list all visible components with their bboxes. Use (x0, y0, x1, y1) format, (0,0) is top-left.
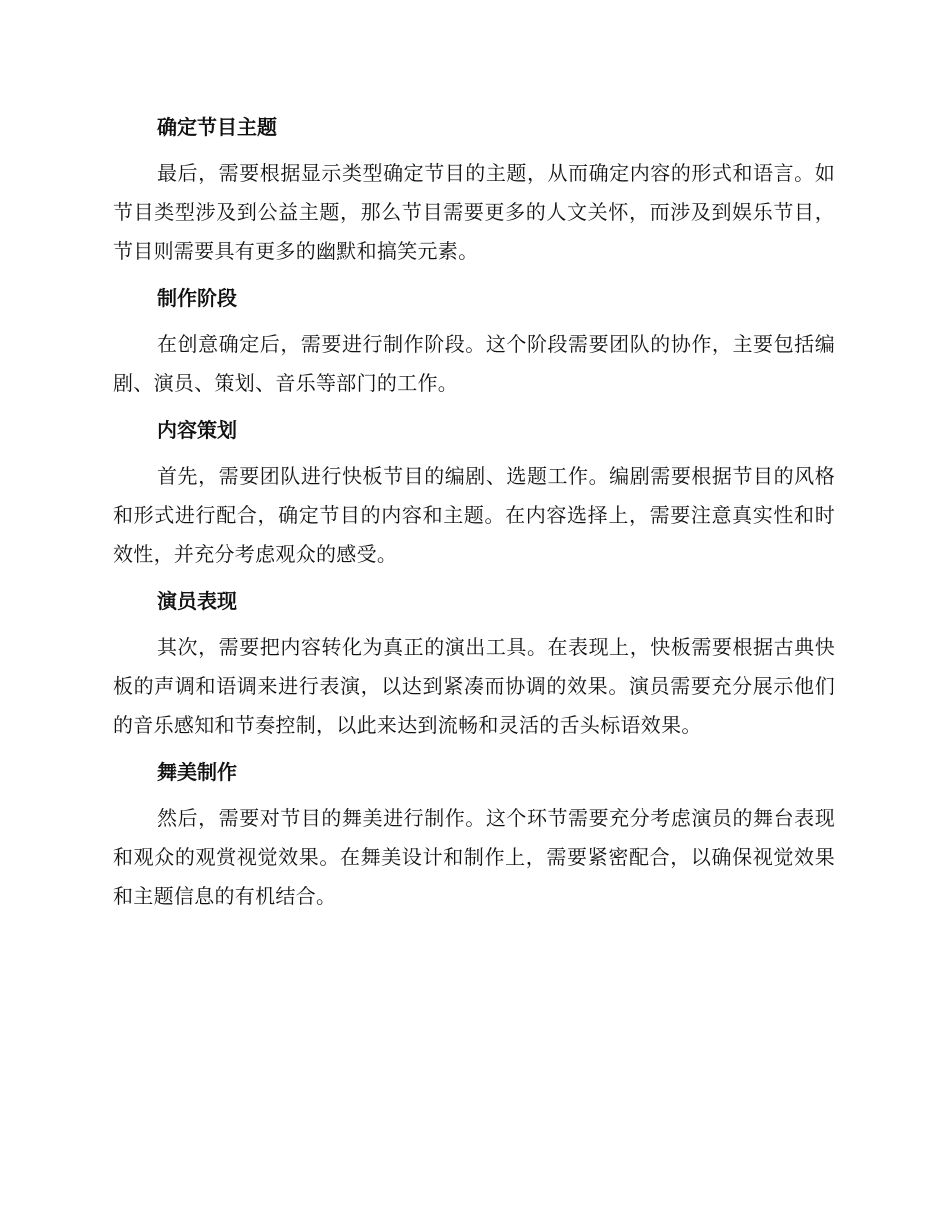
section-heading: 确定节目主题 (157, 115, 277, 139)
document-content (113, 108, 835, 924)
section-heading: 舞美制作 (157, 760, 237, 784)
section-paragraph: 最后，需要根据显示类型确定节目的主题，从而确定内容的形式和语言。如节目类型涉及到公益主题，那么节目需要更多的人文关怀，而涉及到娱乐节目，节目则需要具有更多的幽默和搞笑元素。 (113, 161, 835, 263)
section-paragraph: 在创意确定后，需要进行制作阶段。这个阶段需要团队的协作，主要包括编剧、演员、策划、音乐等部门的工作。 (113, 332, 835, 395)
section-paragraph: 然后，需要对节目的舞美进行制作。这个环节需要充分考虑演员的舞台表现和观众的观赏视觉效果。在舞美设计和制作上，需要紧密配合，以确保视觉效果和主题信息的有机结合。 (113, 806, 835, 908)
section-production-stage (113, 279, 835, 403)
section-paragraph: 首先，需要团队进行快板节目的编剧、选题工作。编剧需要根据节目的风格和形式进行配合，确定节目的内容和主题。在内容选择上，需要注意真实性和时效性，并充分考虑观众的感受。 (113, 464, 835, 566)
section-stage-design (113, 753, 835, 916)
section-heading: 演员表现 (157, 589, 237, 613)
section-heading: 制作阶段 (157, 286, 237, 310)
section-actor-performance (113, 582, 835, 745)
section-heading: 内容策划 (157, 418, 237, 442)
section-program-theme (113, 108, 835, 271)
section-content-planning (113, 411, 835, 574)
section-paragraph: 其次，需要把内容转化为真正的演出工具。在表现上，快板需要根据古典快板的声调和语调来进行表演，以达到紧凑而协调的效果。演员需要充分展示他们的音乐感知和节奏控制，以此来达到流畅和灵活的舌头标语效果。 (113, 635, 835, 737)
